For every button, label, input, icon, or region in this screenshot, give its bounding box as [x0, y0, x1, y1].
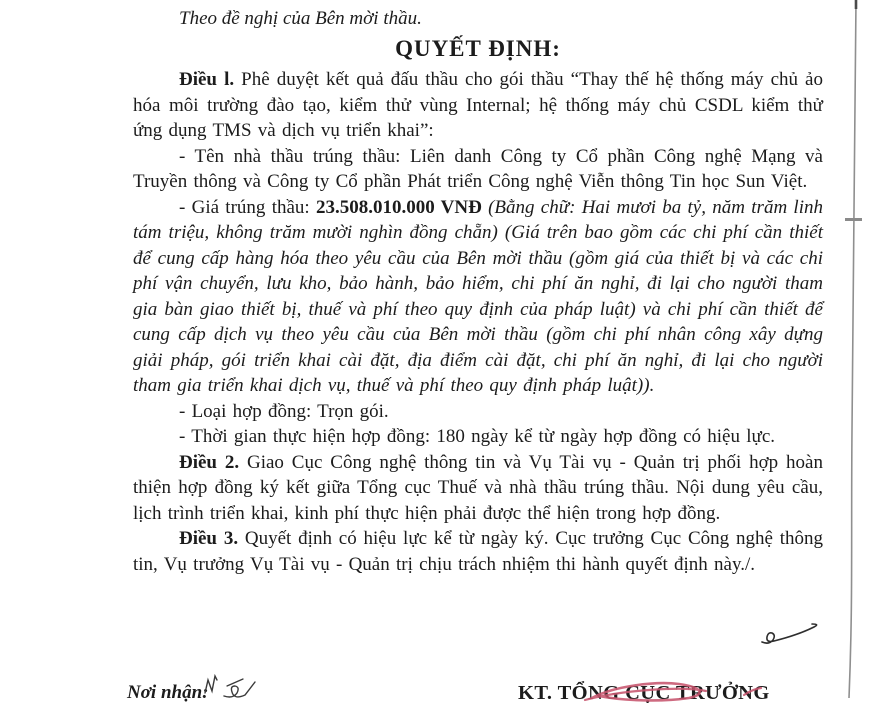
- article-2-label: Điều 2.: [179, 451, 247, 473]
- document-body: [133, 0, 823, 577]
- article-1-label: Điều l.: [179, 69, 242, 90]
- contract-duration-text: - Thời gian thực hiện hợp đồng: 180 ngày kể từ ngày hợp đồng có hiệu lực.: [179, 426, 776, 447]
- paragraph-article-1: [133, 67, 823, 144]
- bid-price-value: 23.508.010.000 VNĐ: [315, 196, 489, 218]
- intro-text: Theo đề nghị của Bên mời thầu.: [179, 8, 422, 29]
- bid-price-label: - Giá trúng thầu:: [179, 196, 316, 218]
- handwritten-initials: [205, 676, 255, 697]
- paragraph-contract-type: [133, 399, 823, 425]
- document-title: QUYẾT ĐỊNH:: [395, 36, 561, 61]
- signature-title: KT. TỔNG CỤC TRƯỞNG: [518, 682, 770, 704]
- article-3-label: Điều 3.: [179, 528, 245, 549]
- intro-line: [133, 0, 823, 32]
- article-3-text: Quyết định có hiệu lực kể từ ngày ký. Cục trưởng Cục Công nghệ thông tin, Vụ trưởng Vụ Tài vụ - Quản trị chịu trách nhiệm thi hành quyết định này./.: [133, 528, 824, 575]
- paragraph-contractor: [133, 144, 823, 195]
- paragraph-contract-duration: [133, 424, 823, 450]
- article-1-text: Phê duyệt kết quả đấu thầu cho gói thầu “Thay thế hệ thống máy chủ ảo hóa môi trường đào tạo, kiểm thử vùng Internal; hệ thống máy chủ CSDL kiểm thử ứng dụng TMS và dịch vụ triển khai”:: [133, 69, 823, 141]
- handwritten-pen-flourish: [762, 624, 817, 643]
- article-2-text: Giao Cục Công nghệ thông tin và Vụ Tài vụ - Quản trị phối hợp hoàn thiện hợp đồng ký kết giữa Tổng cục Thuế và nhà thầu trúng thầu. Nội dung yêu cầu, lịch trình triển khai, kinh phí thực hiện phải được thể hiện trong hợp đồng.: [133, 451, 823, 524]
- paragraph-bid-price: [133, 195, 823, 399]
- paragraph-article-2: [133, 450, 823, 527]
- contractor-text: - Tên nhà thầu trúng thầu: Liên danh Công ty Cổ phần Công nghệ Mạng và Truyền thông và Công ty Cổ phần Phát triển Công nghệ Viễn thông Tin học Sun Việt.: [133, 145, 823, 192]
- bid-price-in-words: (Bằng chữ: Hai mươi ba tỷ, năm trăm linh tám triệu, không trăm mười nghìn đồng chẵn) (Giá trên bao gồm các chi phí cần thiết để cung cấp hàng hóa theo yêu cầu của Bên mời thầu (gồm giá của thiết bị và các chi phí vận chuyển, lưu kho, bảo hành, bảo hiểm, chi phí ăn nghỉ, đi lại cho người tham gia bàn giao thiết bị, thuế và phí theo quy định của pháp luật) và chi phí cần thiết để cung cấp dịch vụ theo yêu cầu của Bên mời thầu (gồm chi phí nhân công xây dựng giải pháp, gói triển khai cài đặt, địa điểm cài đặt, chi phí ăn nghỉ, đi lại cho người tham gia triển khai dịch vụ, thuế và phí theo quy định pháp luật)).: [133, 196, 823, 396]
- recipients-label: Nơi nhận:: [127, 682, 209, 703]
- scan-edge-line: [845, 0, 862, 698]
- paragraph-article-3: [133, 526, 823, 577]
- contract-type-text: - Loại hợp đồng: Trọn gói.: [179, 400, 389, 422]
